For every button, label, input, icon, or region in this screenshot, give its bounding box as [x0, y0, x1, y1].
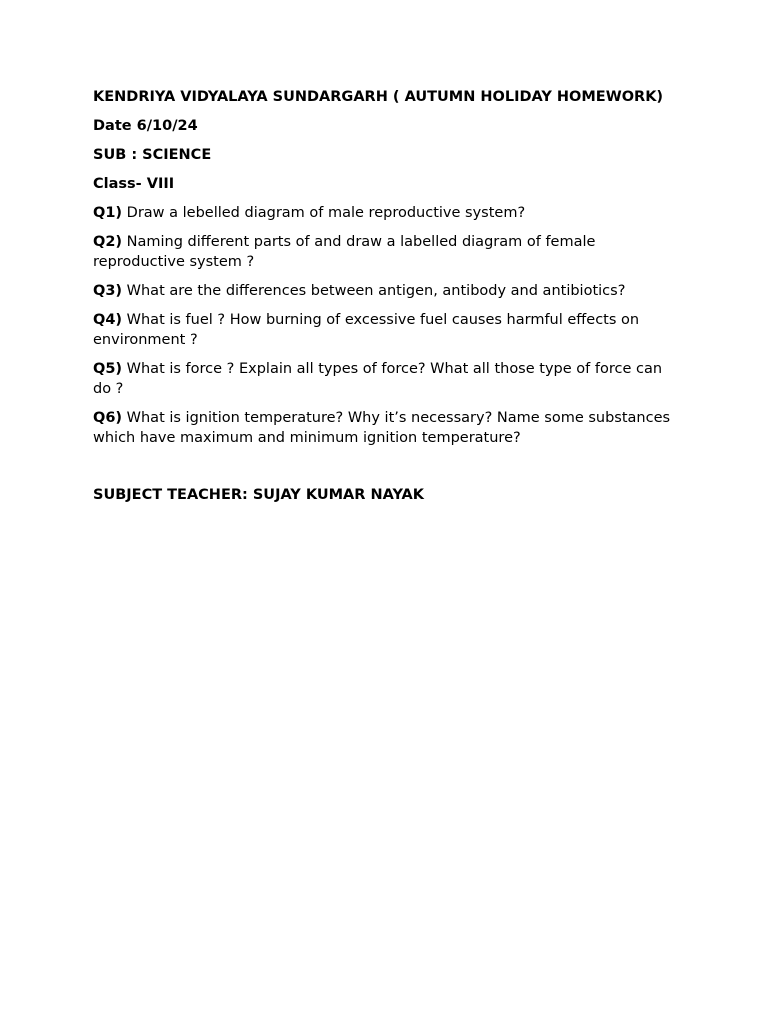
question-item — [93, 232, 683, 272]
question-item — [93, 359, 683, 399]
question-text: What is ignition temperature? Why it’s necessary? Name some substances which have maximum and minimum ignition temperature? — [93, 410, 671, 446]
question-text: What is fuel ? How burning of excessive fuel causes harmful effects on environment ? — [93, 312, 640, 348]
question-item — [93, 408, 683, 448]
school-title: KENDRIYA VIDYALAYA SUNDARGARH ( AUTUMN HOLIDAY HOMEWORK) — [93, 89, 664, 105]
question-text: What are the differences between antigen, antibody and antibiotics? — [122, 283, 626, 299]
date-line: Date 6/10/24 — [93, 118, 198, 134]
question-number: Q1) — [93, 205, 123, 221]
question-number: Q4) — [93, 312, 123, 328]
question-text: Naming different parts of and draw a labelled diagram of female reproductive system ? — [93, 234, 596, 270]
question-item — [93, 281, 683, 301]
class-line: Class- VIII — [93, 176, 175, 192]
question-number: Q5) — [93, 361, 123, 377]
question-item — [93, 310, 683, 350]
question-number: Q3) — [93, 283, 123, 299]
subject-line: SUB : SCIENCE — [93, 147, 212, 163]
subject-teacher: SUBJECT TEACHER: SUJAY KUMAR NAYAK — [93, 487, 425, 503]
question-text: What is force ? Explain all types of force? What all those type of force can do ? — [93, 361, 663, 397]
homework-document — [93, 87, 683, 505]
question-number: Q6) — [93, 410, 123, 426]
question-text: Draw a lebelled diagram of male reproductive system? — [122, 205, 526, 221]
question-number: Q2) — [93, 234, 123, 250]
question-item — [93, 203, 683, 223]
